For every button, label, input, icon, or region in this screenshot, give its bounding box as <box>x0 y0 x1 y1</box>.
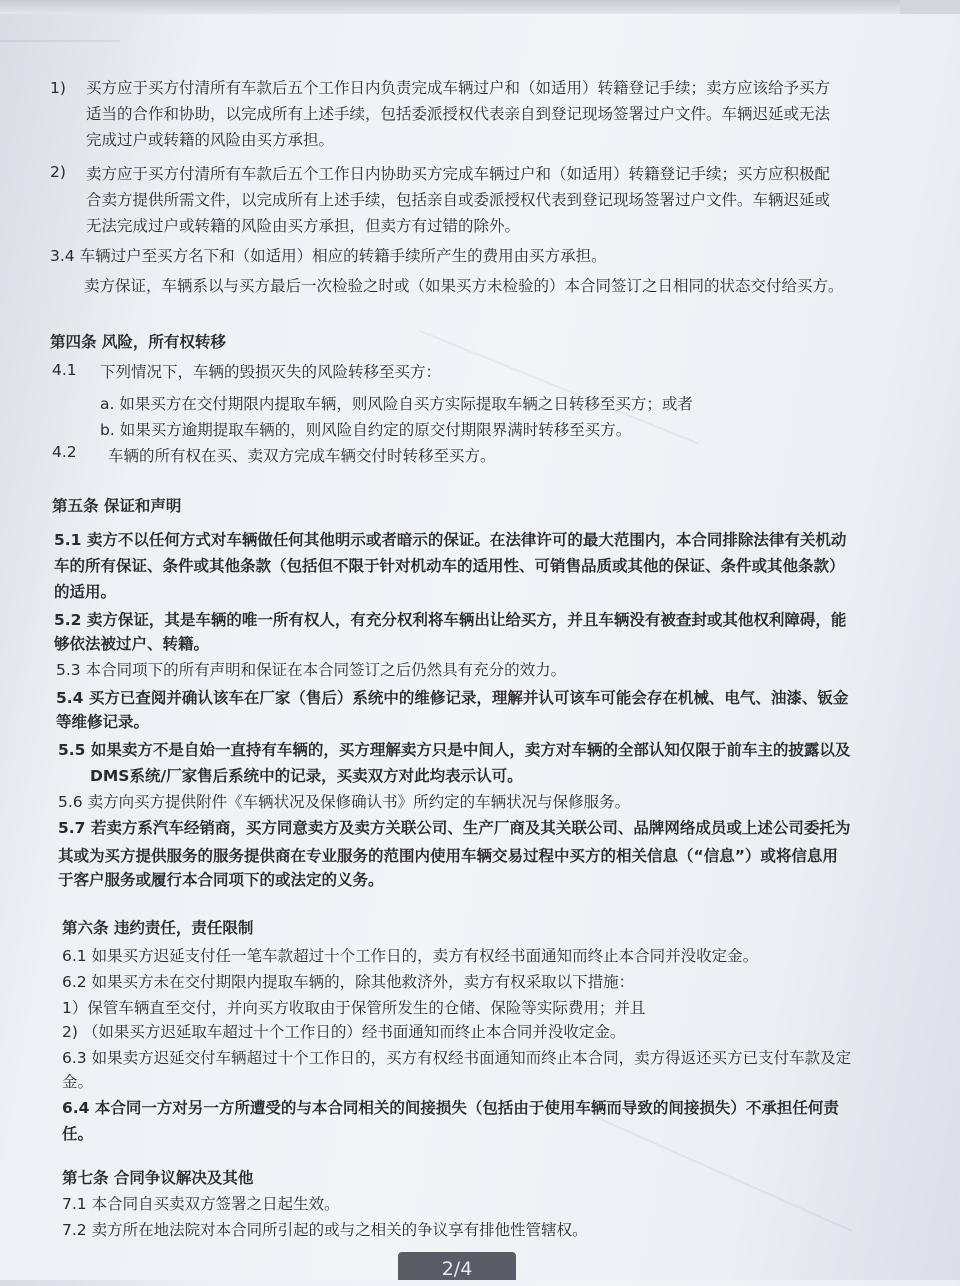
clause4-title: 第四条 风险，所有权转移 <box>50 333 226 351</box>
clause6-line: 2) （如果买方迟延取车超过十个工作日的）经书面通知而终止本合同并没收定金。 <box>62 1023 626 1041</box>
clause6-line: 6.2 如果买方未在交付期限内提取车辆的，除其他救济外，卖方有权采取以下措施： <box>62 973 635 991</box>
clause6-line: 任。 <box>62 1125 94 1143</box>
clause5-line: 的适用。 <box>54 583 117 601</box>
clause4-item-4-1: 下列情况下，车辆的毁损灭失的风险转移至买方： <box>100 363 442 381</box>
clause5-line: 5.4 买方已查阅并确认该车在厂家（售后）系统中的维修记录，理解并认可该车可能会存在机械、电气、油漆、钣金 <box>56 689 849 707</box>
item-number: 1) <box>50 79 66 97</box>
clause5-line: 够依法被过户、转籍。 <box>54 635 210 653</box>
clause5-line: 5.6 卖方向买方提供附件《车辆状况及保修确认书》所约定的车辆状况与保修服务。 <box>58 793 631 811</box>
clause5-line: DMS系统/厂家售后系统中的记录，买卖双方对此均表示认可。 <box>90 767 523 785</box>
clause7-line: 7.1 本合同自买卖双方签署之日起生效。 <box>62 1195 340 1213</box>
clause5-line: 5.3 本合同项下的所有声明和保证在本合同签订之后仍然具有充分的效力。 <box>56 661 567 679</box>
clause6-title: 第六条 违约责任，责任限制 <box>62 919 254 937</box>
page-indicator-label: 2/4 <box>441 1258 473 1280</box>
clause4-sub-a: a. 如果买方在交付期限内提取车辆，则风险自买方实际提取车辆之日转移至买方；或者 <box>100 395 693 413</box>
clause7-line: 7.2 卖方所在地法院对本合同所引起的或与之相关的争议享有排他性管辖权。 <box>62 1221 588 1239</box>
clause4-sub-b: b. 如果买方逾期提取车辆的，则风险自约定的原交付期限界满时转移至买方。 <box>100 421 632 439</box>
clause3-item1-line3: 完成过户或转籍的风险由买方承担。 <box>86 131 335 149</box>
clause5-line: 5.1 卖方不以任何方式对车辆做任何其他明示或者暗示的保证。在法律许可的最大范围内，本合同排除法律有关机动 <box>54 531 847 549</box>
page-indicator <box>398 1252 516 1280</box>
clause6-line: 6.1 如果买方迟延支付任一笔车款超过十个工作日的，卖方有权经书面通知而终止本合同并没收定金。 <box>62 947 759 965</box>
clause5-line: 5.2 卖方保证，其是车辆的唯一所有权人，有充分权利将车辆出让给买方，并且车辆没有被查封或其他权利障碍，能 <box>54 611 847 629</box>
item-number: 2) <box>50 163 66 181</box>
clause6-line: 1）保管车辆直至交付，并向买方收取由于保管所发生的仓储、保险等实际费用；并且 <box>62 999 646 1017</box>
clause3-item1-line1: 买方应于买方付清所有车款后五个工作日内负责完成车辆过户和（如适用）转籍登记手续；卖方应该给予买方 <box>86 79 831 97</box>
clause3-item-3-4: 3.4 车辆过户至买方名下和（如适用）相应的转籍手续所产生的费用由买方承担。 <box>50 247 607 265</box>
clause7-title: 第七条 合同争议解决及其他 <box>62 1169 254 1187</box>
clause3-item2-line3: 无法完成过户或转籍的风险由买方承担，但卖方有过错的除外。 <box>86 217 521 235</box>
clause6-line: 6.4 本合同一方对另一方所遭受的与本合同相关的间接损失（包括由于使用车辆而导致的间接损失）不承担任何责 <box>62 1099 839 1117</box>
clause4-item-4-2: 车辆的所有权在买、卖双方完成车辆交付时转移至买方。 <box>108 447 496 465</box>
clause5-line: 等维修记录。 <box>56 713 150 731</box>
clause3-item2-line1: 卖方应于买方付清所有车款后五个工作日内协助买方完成车辆过户和（如适用）转籍登记手续；买方应积极配 <box>86 165 831 183</box>
clause6-line: 6.3 如果卖方迟延交付车辆超过十个工作日的，买方有权经书面通知而终止本合同，卖方得返还买方已支付车款及定 <box>62 1049 852 1067</box>
item-number: 4.1 <box>52 361 77 379</box>
clause5-line: 其或为买方提供服务的服务提供商在专业服务的范围内使用车辆交易过程中买方的相关信息（“信息”）或将信息用 <box>58 847 838 865</box>
clause3-item2-line2: 合卖方提供所需文件，以完成所有上述手续，包括亲自或委派授权代表到登记现场签署过户文件。车辆迟延或 <box>86 191 831 209</box>
clause5-title: 第五条 保证和声明 <box>52 497 182 515</box>
clause3-guarantee: 卖方保证，车辆系以与买方最后一次检验之时或（如果买方未检验的）本合同签订之日相同的状态交付给买方。 <box>84 277 844 295</box>
clause6-line: 金。 <box>62 1073 94 1091</box>
clause5-line: 5.7 若卖方系汽车经销商，买方同意卖方及卖方关联公司、生产厂商及其关联公司、品牌网络成员或上述公司委托为 <box>58 819 851 837</box>
clause3-item1-line2: 适当的合作和协助，以完成所有上述手续，包括委派授权代表亲自到登记现场签署过户文件。车辆迟延或无法 <box>86 105 831 123</box>
clause5-line: 5.5 如果卖方不是自始一直持有车辆的，买方理解卖方只是中间人，卖方对车辆的全部认知仅限于前车主的披露以及 <box>58 741 851 759</box>
clause5-line: 车的所有保证、条件或其他条款（包括但不限于针对机动车的适用性、可销售品质或其他的保证、条件或其他条款） <box>54 557 845 575</box>
watermark-stripe <box>0 40 120 42</box>
clause5-line: 于客户服务或履行本合同项下的或法定的义务。 <box>58 871 384 889</box>
item-number: 4.2 <box>52 443 77 461</box>
